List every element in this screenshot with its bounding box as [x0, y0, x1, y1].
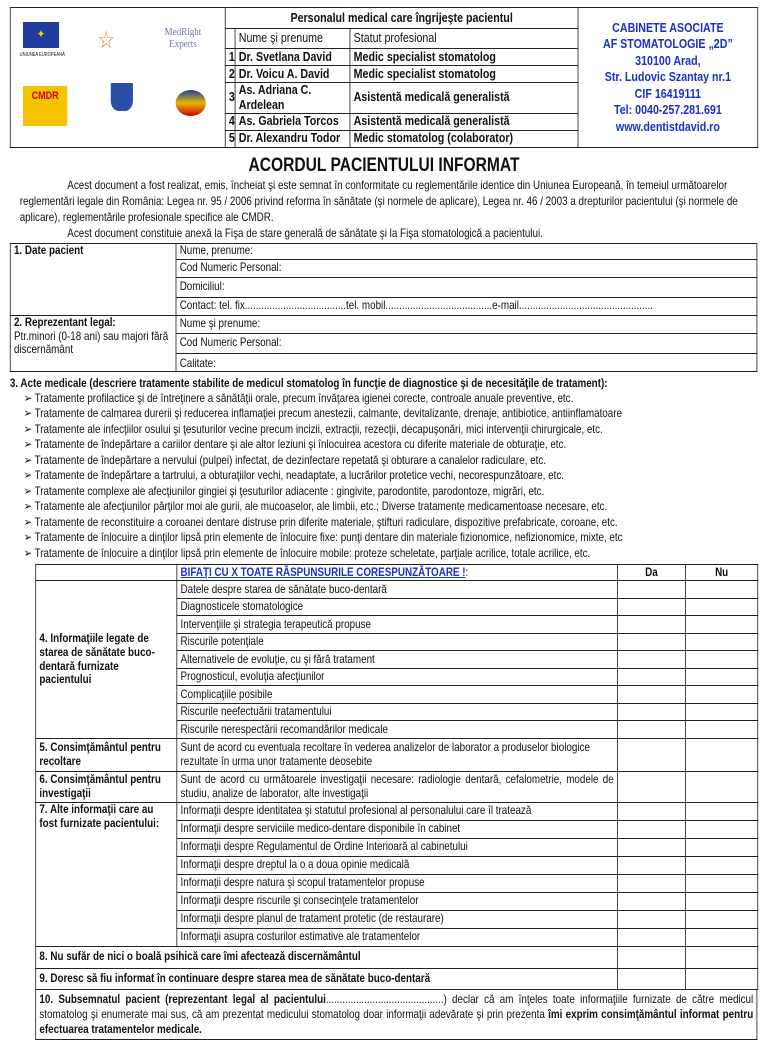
rep-name-field[interactable]: Nume şi prenume:	[176, 315, 757, 333]
checkbox-cell[interactable]	[686, 968, 758, 989]
checkbox-cell[interactable]	[617, 820, 685, 838]
staff-status: Medic specialist stomatolog	[350, 66, 578, 83]
checklist-item: Riscurile potenţiale	[177, 633, 618, 651]
staff-number: 4	[225, 113, 235, 130]
rep-cnp-field[interactable]: Cod Numeric Personal:	[176, 333, 757, 353]
intro-paragraph: Acest document a fost realizat, emis, încheiat şi este semnat în conformitate cu reglementările identice din Uniunea Europeană, în temeiul următoarelor reglementări legale din România: Legea nr. 95 / 2006 privind reforma în sănătate (şi normele de aplicare), Legea nr. 46 / 2003 a drepturilor pacientului (şi normele de aplicare), reglementările profesionale specifice ale CMDR.	[19, 177, 738, 224]
contact-line: AF STOMATOLOGIE „2D”	[602, 36, 733, 52]
checkbox-cell[interactable]	[686, 703, 758, 721]
checkbox-cell[interactable]	[686, 668, 758, 686]
s2-note: Ptr.minori (0-18 ani) sau majori fără discernământ	[13, 328, 169, 357]
checkbox-cell[interactable]	[686, 738, 758, 771]
blank-cell	[36, 565, 177, 581]
staff-name: As. Adriana C. Ardelean	[235, 83, 350, 114]
declaration-table	[35, 990, 757, 1040]
checkbox-cell[interactable]	[617, 651, 685, 669]
checkbox-cell[interactable]	[686, 892, 758, 910]
s4-label: 4. Informaţiile legate de starea de sănătate buco-dentară furnizate pacientului	[36, 581, 177, 739]
staff-number: 2	[225, 66, 235, 83]
checkbox-cell[interactable]	[686, 651, 758, 669]
treatment-item: ➢ Tratamente de înlocuire a dinţilor lipsă prin elemente de înlocuire fixe: punţi dentare din materiale fizionomice, nefizionomice, mixte, etc	[24, 530, 759, 546]
checkbox-cell[interactable]	[686, 771, 758, 802]
checkbox-cell[interactable]	[686, 581, 758, 599]
checkbox-cell[interactable]	[686, 820, 758, 838]
s7-label: 7. Alte informaţii care au fost furnizate pacientului:	[36, 802, 177, 946]
staff-title: Personalul medical care îngrijeşte pacientul	[225, 8, 578, 29]
staff-status: Medic stomatolog (colaborator)	[350, 130, 578, 147]
staff-name: Dr. Svetlana David	[235, 49, 350, 66]
checklist-item: Informaţii despre planul de tratament protetic (de restaurare)	[177, 910, 618, 928]
treatment-item: ➢ Tratamente de îndepărtare a tartrului, a obturaţiilor vechi, neadaptate, a lucrărilor protetice vechi, necorespunzătoare, etc.	[24, 468, 759, 484]
checklist-item: Diagnosticele stomatologice	[177, 598, 618, 616]
col-nu: Nu	[686, 565, 758, 581]
star-logo: ☆	[97, 27, 116, 55]
s6-label: 6. Consimţământul pentru investigaţii	[36, 771, 177, 802]
treatment-item: ➢ Tratamente de îndepărtare a cariilor dentare şi ale altor leziuni şi înlocuirea acestora cu diferite materiale de obturaţie, etc.	[24, 437, 759, 453]
checkbox-cell[interactable]	[617, 802, 685, 820]
checkbox-cell[interactable]	[686, 874, 758, 892]
contact-block	[578, 8, 758, 148]
treatment-item: ➢ Tratamente ale infecţiilor osului şi ţesuturilor vecine precum incizii, extracţii, rezecţii, decapuşonări, mici intervenţii chirurgicale, etc.	[24, 422, 759, 438]
staff-name: Dr. Alexandru Todor	[235, 130, 350, 147]
checkbox-cell[interactable]	[686, 946, 758, 968]
checkbox-cell[interactable]	[686, 616, 758, 634]
checklist-table	[35, 564, 758, 990]
checkbox-cell[interactable]	[686, 633, 758, 651]
checkbox-cell[interactable]	[617, 686, 685, 704]
checkbox-cell[interactable]	[617, 721, 685, 739]
patient-name-field[interactable]: Nume, prenume:	[176, 243, 757, 259]
treatment-item: ➢ Tratamente ale afecţiunilor părţilor moi ale gurii, ale mucoaselor, ale limbii, etc.; Diverse tratamente medicamentoase necesare, etc.	[24, 499, 759, 515]
s2-label-cell	[10, 315, 176, 371]
checkbox-cell[interactable]	[686, 910, 758, 928]
col-status: Statut profesional	[350, 29, 578, 49]
checkbox-cell[interactable]	[617, 892, 685, 910]
checkbox-cell[interactable]	[686, 856, 758, 874]
checklist-item: Complicaţiile posibile	[177, 686, 618, 704]
checkbox-cell[interactable]	[617, 616, 685, 634]
s2-label: 2. Reprezentant legal:	[13, 314, 116, 329]
eu-flag-logo: ✦	[23, 22, 59, 48]
staff-number: 3	[225, 83, 235, 114]
contact-line: Tel: 0040-257.281.691	[614, 102, 722, 118]
eu-label: UNIUNEA EUROPEANĂ	[19, 52, 65, 59]
patient-data-table	[10, 243, 757, 372]
treatment-item: ➢ Tratamente complexe ale afecţiunilor gingiei şi ţesuturilor adiacente : gingivite, parodontite, parodontoze, migrări, etc.	[24, 484, 759, 500]
treatment-item: ➢ Tratamente de reconstituire a coroanei dentare distruse prin diferite materiale, ştifturi radiculare, dispozitive prefabricate, coroane, etc.	[24, 515, 759, 531]
checklist-item: Riscurile nerespectării recomandărilor medicale	[177, 721, 618, 739]
checkbox-cell[interactable]	[617, 581, 685, 599]
contact-line: CABINETE ASOCIATE	[612, 19, 724, 35]
checkbox-cell[interactable]	[617, 771, 685, 802]
checkbox-cell[interactable]	[617, 598, 685, 616]
checklist-item: Informaţii asupra costurilor estimative ale tratamentelor	[177, 928, 618, 946]
patient-address-field[interactable]: Domiciliul:	[176, 277, 757, 297]
s9-statement: 9. Doresc să fiu informat în continuare despre starea mea de sănătate buco-dentară	[36, 968, 618, 989]
s5-text: Sunt de acord cu eventuala recoltare în vederea analizelor de laborator a produselor biologice rezultate în urma unor tratamente deosebite	[177, 738, 618, 771]
checklist-item: Informaţii despre natura şi scopul tratamentelor propuse	[177, 874, 618, 892]
checklist-item: Riscurile neefectuării tratamentului	[177, 703, 618, 721]
checkbox-cell[interactable]	[686, 802, 758, 820]
checkbox-cell[interactable]	[617, 910, 685, 928]
checklist-item: Informaţii despre serviciile medico-dentare disponibile în cabinet	[177, 820, 618, 838]
checkbox-cell[interactable]	[686, 686, 758, 704]
s3-label: 3. Acte medicale (descriere tratamente stabilite de medicul stomatolog în funcţie de diagnostice şi de necesităţile de tratament):	[9, 375, 608, 390]
staff-status: Medic specialist stomatolog	[350, 49, 578, 66]
staff-number: 5	[225, 130, 235, 147]
structural-funds-logo	[176, 90, 206, 116]
checkbox-cell[interactable]	[617, 968, 685, 989]
checkbox-cell[interactable]	[617, 633, 685, 651]
cmdr-logo: CMDR	[23, 86, 67, 126]
checklist-item: Intervenţiile şi strategia terapeutică propuse	[177, 616, 618, 634]
checklist-item: Informaţii despre Regulamentul de Ordine Interioară al cabinetului	[177, 838, 618, 856]
s10-declaration	[36, 990, 757, 1040]
checkbox-cell[interactable]	[617, 928, 685, 946]
treatment-item: ➢ Tratamente de îndepărtare a nervului (pulpei) infectat, de dezinfectare repetată şi obturare a canalelor radiculare, etc.	[24, 453, 759, 469]
checklist-item: Datele despre starea de sănătate buco-dentară	[177, 581, 618, 599]
checkbox-cell[interactable]	[617, 738, 685, 771]
patient-contact-field[interactable]: Contact: tel. fix.....................................tel. mobil.......................................e-mail.................................................	[176, 297, 757, 315]
logos-area	[10, 8, 225, 148]
treatment-item: ➢ Tratamente de înlocuire a dinţilor lipsă prin elemente de înlocuire mobile: proteze scheletate, parţiale acrilice, totale acrilice, etc.	[24, 546, 759, 562]
medright-logo: MedRight Experts	[164, 25, 202, 50]
page-title: ACORDUL PACIENTULUI INFORMAT	[248, 154, 520, 176]
col-da: Da	[617, 565, 685, 581]
staff-status: Asistentă medicală generalistă	[350, 83, 578, 114]
instruction: BIFAŢI CU X TOATE RĂSPUNSURILE CORESPUNZĂTOARE !	[180, 564, 466, 579]
intro-annex: Acest document constituie anexă la Fişa de stare generală de sănătate şi la Fişa stomatologică a pacientului.	[67, 225, 543, 240]
rep-role-field[interactable]: Calitate:	[176, 353, 757, 371]
checkbox-cell[interactable]	[686, 838, 758, 856]
patient-cnp-field[interactable]: Cod Numeric Personal:	[176, 259, 757, 277]
treatment-item: ➢ Tratamente de calmarea durerii şi reducerea inflamaţiei precum anestezii, calmante, devitalizante, drenaje, antibiotice, antiinflamatoare	[24, 406, 759, 422]
website-link[interactable]: www.dentistdavid.ro	[615, 118, 720, 134]
staff-number: 1	[225, 49, 235, 66]
checklist-item: Informaţii despre dreptul la o a doua opinie medicală	[177, 856, 618, 874]
checkbox-cell[interactable]	[617, 856, 685, 874]
staff-status: Asistentă medicală generalistă	[350, 113, 578, 130]
treatment-item: ➢ Tratamente profilactice şi de întreţinere a sănătăţii orale, precum învăţarea igienei corecte, controale anuale preventive, etc.	[24, 391, 759, 407]
checkbox-cell[interactable]	[617, 874, 685, 892]
checklist-item: Informaţii despre riscurile şi consecinţele tratamentelor	[177, 892, 618, 910]
checkbox-cell[interactable]	[686, 721, 758, 739]
staff-name: As. Gabriela Torcos	[235, 113, 350, 130]
contact-line: Str. Ludovic Szantay nr.1	[604, 69, 732, 85]
treatment-list	[24, 391, 759, 562]
s10-bold-end: îmi exprim consimţământul informat pentru efectuarea tratamentelor medicale.	[39, 1006, 754, 1036]
checklist-row	[36, 802, 758, 820]
header-table	[10, 7, 758, 148]
instruction-cell: BIFAŢI CU X TOATE RĂSPUNSURILE CORESPUNZĂTOARE !:	[177, 565, 618, 581]
checkbox-cell[interactable]	[617, 668, 685, 686]
number-header	[225, 29, 235, 49]
checklist-item: Prognosticul, evoluţia afecţiunilor	[177, 668, 618, 686]
checklist-item: Informaţii despre identitatea şi statutul profesional al personalului care îl tratează	[177, 802, 618, 820]
checkbox-cell[interactable]	[617, 946, 685, 968]
s10-text: ...........................................) declar că am înţeles toate informaţiile furnizate de către medicul stomatolog şi enumerate mai sus, că am prezentat medicului stomatolog doar informaţii adevărate şi prin prezenta	[39, 991, 754, 1021]
s6-text: Sunt de acord cu următoarele investigaţii necesare: radiologie dentară, cefalometrie, modele de studiu, analize de laborator, alte investigaţii	[177, 771, 618, 802]
checkbox-cell[interactable]	[686, 598, 758, 616]
s8-statement: 8. Nu sufăr de nici o boală psihică care îmi afectează discernământul	[36, 946, 618, 968]
checklist-item: Alternativele de evoluţie, cu şi fără tratament	[177, 651, 618, 669]
staff-name: Dr. Voicu A. David	[235, 66, 350, 83]
s1-label: 1. Date pacient	[10, 243, 176, 315]
s10-bold-start: 10. Subsemnatul pacient (reprezentant legal al pacientului	[39, 991, 326, 1006]
contact-line: CIF 16419111	[634, 85, 702, 101]
romania-coat-of-arms-icon	[111, 83, 133, 111]
col-name: Nume şi prenume	[235, 29, 350, 49]
checkbox-cell[interactable]	[686, 928, 758, 946]
s5-label: 5. Consimţământul pentru recoltare	[36, 738, 177, 771]
medical-acts-section	[9, 375, 759, 562]
checkbox-cell[interactable]	[617, 838, 685, 856]
contact-line: 310100 Arad,	[635, 52, 701, 68]
checkbox-cell[interactable]	[617, 703, 685, 721]
checklist-row	[36, 581, 758, 599]
